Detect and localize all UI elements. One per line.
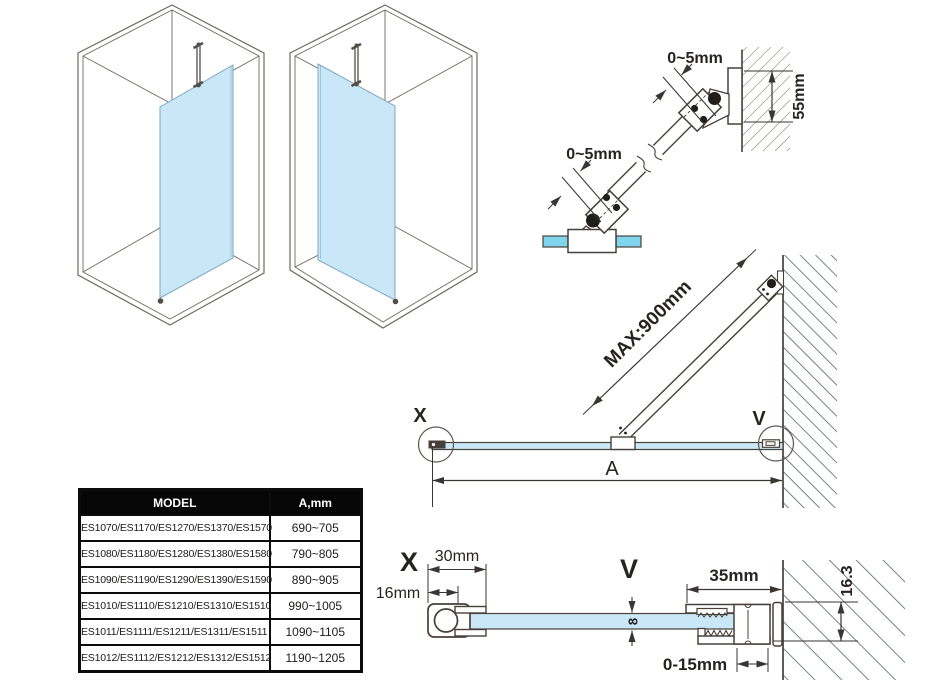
a-mm-header: A,mm bbox=[270, 490, 362, 516]
dim-30mm-label: 30mm bbox=[434, 548, 480, 565]
model-header: MODEL bbox=[80, 490, 270, 516]
callout-v-label: V bbox=[752, 408, 766, 430]
wall-hatch bbox=[742, 47, 790, 151]
model-cell: ES1012/ES1112/ES1212/ES1312/ES1512 bbox=[80, 645, 270, 672]
ceiling-support-bar bbox=[352, 44, 362, 87]
glass-panel bbox=[460, 614, 736, 630]
plan-view bbox=[413, 250, 837, 509]
floor-foot bbox=[158, 298, 164, 304]
isometric-view-2 bbox=[290, 5, 477, 328]
a-mm-cell: 690~705 bbox=[270, 515, 362, 541]
glass-panel bbox=[318, 64, 395, 300]
model-cell: ES1011/ES1111/ES1211/ES1311/ES1511 bbox=[80, 619, 270, 645]
dim-0-15mm-label: 0-15mm bbox=[662, 655, 728, 674]
dim-a-label: A bbox=[605, 458, 619, 480]
glass-panel bbox=[432, 443, 783, 450]
dim-30mm bbox=[428, 564, 486, 606]
upper-clamp bbox=[679, 89, 721, 131]
table-row bbox=[80, 593, 362, 619]
a-mm-cell: 1090~1105 bbox=[270, 619, 362, 645]
floor-foot bbox=[393, 299, 399, 305]
dim-35mm bbox=[687, 584, 782, 603]
wall-plate bbox=[728, 68, 742, 124]
table-row bbox=[80, 567, 362, 593]
wall-hatch bbox=[783, 255, 837, 508]
callout-x-label: X bbox=[413, 405, 427, 427]
model-cell: ES1080/ES1180/ES1280/ES1380/ES1580 bbox=[80, 541, 270, 567]
model-cell: ES1090/ES1190/ES1290/ES1390/ES1590 bbox=[80, 567, 270, 593]
dim-16mm-label: 16mm bbox=[375, 585, 421, 602]
glass-strip bbox=[616, 236, 641, 247]
isometric-view-1 bbox=[78, 5, 264, 325]
gap-top-label: 0~5mm bbox=[667, 50, 723, 67]
a-mm-cell: 990~1005 bbox=[270, 593, 362, 619]
glass-strip bbox=[543, 236, 568, 247]
a-mm-cell: 890~905 bbox=[270, 567, 362, 593]
dim-55mm-label: 55mm bbox=[791, 73, 808, 120]
detail-v-label: V bbox=[619, 554, 639, 584]
table-row bbox=[80, 541, 362, 567]
dim-0-15mm bbox=[737, 648, 768, 672]
a-mm-cell: 790~805 bbox=[270, 541, 362, 567]
glass-clamp bbox=[543, 226, 641, 253]
a-mm-cell: 1190~1205 bbox=[270, 645, 362, 672]
dim-glass-8-label: 8 bbox=[625, 617, 641, 626]
detail-x-label: X bbox=[399, 547, 419, 577]
ceiling-support-bar bbox=[194, 43, 204, 88]
dim-16-3-label: 16.3 bbox=[839, 565, 856, 597]
model-spec-table bbox=[78, 488, 363, 673]
table-row bbox=[80, 619, 362, 645]
bracket-detail bbox=[543, 47, 808, 253]
table-row bbox=[80, 645, 362, 672]
model-cell: ES1070/ES1170/ES1270/ES1370/ES1570 bbox=[80, 515, 270, 541]
table-header-row bbox=[80, 490, 362, 516]
dim-35mm-label: 35mm bbox=[709, 566, 759, 585]
table-row bbox=[80, 515, 362, 541]
dim-max-900-label: MAX:900mm bbox=[600, 276, 696, 372]
spring bbox=[705, 631, 732, 637]
model-cell: ES1010/ES1110/ES1210/ES1310/ES1510 bbox=[80, 593, 270, 619]
profile-details bbox=[376, 547, 905, 680]
gap-bottom-label: 0~5mm bbox=[566, 146, 622, 163]
dim-max-900 bbox=[583, 250, 756, 415]
glass-panel bbox=[160, 65, 233, 298]
